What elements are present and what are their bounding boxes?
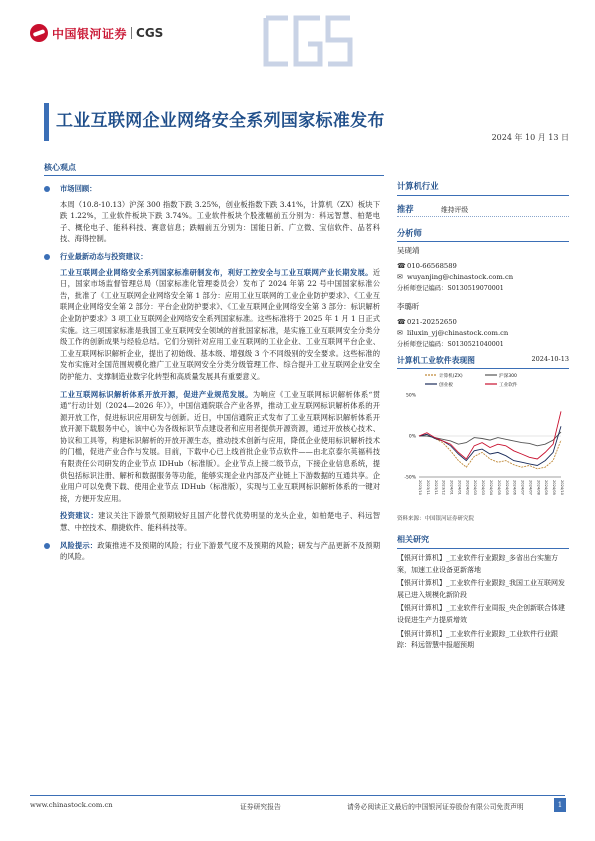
analyst-heading: 分析师	[397, 227, 569, 242]
logo-icon	[30, 24, 48, 42]
x-tick-label: 2024/10	[560, 480, 564, 495]
core-views-label: 核心观点	[44, 163, 76, 172]
market-review-title: 市场回顾：	[60, 184, 97, 193]
performance-chart	[397, 355, 569, 522]
x-tick-label: 2024/05	[496, 480, 501, 495]
title-accent-bar	[44, 103, 49, 141]
analyst-card	[397, 245, 569, 293]
chart-source: 资料来源：中国银河证券研究院	[397, 516, 475, 522]
market-review-text: 本周（10.8-10.13）沪深 300 指数下跌 3.25%，创业板指数下跌 3.41%，计算机（ZX）板块下跌 1.22%，工业软件板块下跌 3.74%。工业软件板块个股涨幅前五分别为：科远智慧、柏楚电子、概伦电子、能科科技、赛意信息；跌幅前五分别为：国能日新、广立微、宝信软件、品茗科技、海得控制。	[60, 199, 380, 244]
related-research-heading: 相关研究	[397, 534, 569, 549]
investment-advice	[44, 510, 380, 533]
email-address: liluxin_yj@chinastock.com.cn	[407, 328, 509, 337]
legend-label: 工业软件	[499, 383, 518, 388]
series-line	[419, 411, 561, 459]
series-line	[419, 426, 561, 465]
rating-value: 维持评级	[441, 205, 469, 214]
footer-report-type: 证券研究报告	[240, 803, 281, 811]
phone-number: 010-66568589	[407, 261, 457, 270]
analyst-name: 李璐昕	[397, 302, 420, 311]
x-tick-label: 2024/03	[481, 480, 486, 495]
bullet-icon	[44, 254, 50, 260]
x-tick-label: 2024/08	[536, 480, 541, 495]
x-tick-label: 2023/11	[433, 480, 438, 495]
x-tick-label: 2024/01	[449, 480, 454, 495]
analyst-registration: 分析师登记编码：S0130521040001	[397, 341, 504, 348]
analyst-name: 吴砚靖	[397, 246, 420, 255]
x-tick-label: 2023/10	[418, 480, 422, 495]
x-tick-label: 2024/03	[473, 480, 478, 495]
industry-title: 行业最新动态与投资建议：	[60, 251, 148, 261]
analyst-registration: 分析师登记编码：S0130519070001	[397, 285, 504, 292]
report-date: 2024 年 10 月 13 日	[491, 133, 569, 142]
x-tick-label: 2024/02	[465, 480, 470, 495]
footer-divider	[30, 795, 565, 796]
phone-icon: ☎	[397, 261, 406, 270]
company-logo	[30, 22, 190, 44]
related-research-item[interactable]: 【银河计算机】_工业软件行业跟踪_我国工业互联网发展已进入规模化新阶段	[397, 579, 565, 599]
industry-paragraph-2	[44, 389, 380, 505]
legend-label: 计算机(ZX)	[439, 374, 463, 379]
series-line	[419, 432, 561, 446]
related-research-item[interactable]: 【银河计算机】_工业软件行业跟踪_多省出台实施方案，加速工业设备更新落地	[397, 554, 558, 574]
rating-row	[397, 201, 569, 217]
x-tick-label: 2024/07	[520, 480, 525, 495]
industry-heading	[44, 251, 380, 263]
y-tick-label: -50%	[404, 475, 416, 481]
performance-chart-svg	[397, 369, 569, 511]
paragraph-1-body: 近日，国家市场监督管理总局（国家标准化管理委员会）发布了 2024 年第 22 号中国国家标准公告，批准了《工业互联网企业网络安全第 1 部分：应用工业互联网的工业企业防护要求》、《工业互联网企业网络安全第 2 部分：平台企业防护要求》、《工业互联网企业网络安全第 3 部分：标识解析企业防护要求》3 项工业互联网企业网络安全系列国家标准。这些标准将于 2025 年 1 月 1 日正式实施。这三项国家标准是我国工业互联网安全领域的首批国家标准，是实施工业互联网安全分类分级工作的创新成果与经验总结。它们分别针对应用工业互联网的工业企业、工业互联网平台企业、工业互联网标识解析企业，提出了初始级、基本级、增强级 3 个不同级别的安全要求。这些标准的发布实施对全国范围规模化推广工业互联网安全分类分级管理工作、综合提升工业互联网企业安全防护能力、支撑制造业数字化转型和高质量发展具有重要意义。	[60, 267, 380, 381]
sidebar	[397, 180, 569, 654]
phone-icon: ☎	[397, 317, 406, 326]
market-review-heading	[44, 183, 380, 195]
legend-label: 创业板	[439, 383, 453, 388]
analyst-phone	[397, 316, 569, 327]
footer-disclaimer: 请务必阅读正文最后的中国银河证券股份有限公司免责声明	[347, 803, 524, 811]
industry-paragraph-1	[44, 267, 380, 383]
legend-label: 沪深300	[499, 374, 517, 379]
logo-divider	[131, 27, 132, 39]
risk-title: 风险提示：	[60, 540, 98, 550]
y-tick-label: 50%	[405, 393, 416, 399]
bullet-icon	[44, 186, 50, 192]
cgs-watermark	[258, 6, 358, 76]
report-title: 工业互联网企业网络安全系列国家标准发布	[56, 111, 385, 131]
main-content	[44, 183, 380, 567]
analyst-email[interactable]	[397, 327, 569, 338]
logo-cgs: CGS	[136, 26, 164, 40]
core-divider	[44, 175, 384, 176]
x-tick-label: 2024/07	[528, 480, 533, 495]
x-tick-label: 2023/12	[441, 480, 446, 495]
chart-title: 计算机工业软件表现图	[397, 356, 475, 365]
paragraph-2-body: 为响应《工业互联网标识解析体系“贯通”行动计划（2024—2026 年）》，中国信通院联合产业各界，推动工业互联网标识解析体系的开源开放工作，促进标识应用研发与创新。近日，中国信通院正式发布了工业互联网标识解析体系开放开源下载服务中心，该中心为各级标识节点建设者和应用者提供开源资源，通过开放核心技术、协议和工具等，构建标识解析的开放开源生态，推动技术创新与应用，降低企业使用标识解析技术的门槛，促进产业合作与发展。目前，下载中心已上线首批企业节点软件——由北京泰尔英福科技有限责任公司研发的企业节点 IDHub（标准版）。企业节点上接二级节点，下接企业信息系统，提供包括标识注册、解析和数据服务等功能，能够实现企业内部及产业链上下游数据的互通共享。企业用户可以免费下载、使用企业节点 IDHub（标准版），实现与工业互联网标识解析体系的一键对接，方便开发应用。	[60, 389, 380, 503]
investment-advice-lead: 投资建议：	[60, 511, 99, 521]
page-number: 1	[554, 798, 566, 812]
logo-text: 中国银河证券	[52, 26, 128, 41]
x-tick-label: 2023/11	[425, 480, 430, 495]
rating-label: 推荐	[397, 203, 414, 214]
related-research-item[interactable]: 【银河计算机】_工业软件行业跟踪_工业软件行业跟踪：科远智慧中报超预期	[397, 629, 558, 650]
analyst-email[interactable]	[397, 271, 569, 282]
x-tick-label: 2024/06	[512, 480, 517, 495]
analyst-card	[397, 301, 569, 349]
footer-website-link[interactable]: www.chinastock.com.cn	[30, 801, 113, 809]
risk-text-wrap	[60, 540, 380, 563]
paragraph-2-lead: 工业互联网标识解析体系开放开源，促进产业规范发展。	[60, 389, 253, 399]
analyst-phone	[397, 260, 569, 271]
related-research-item[interactable]: 【银河计算机】_工业软件行业周报_央企创新联合体建设促进生产力提质增效	[397, 604, 565, 624]
chart-date: 2024-10-13	[531, 355, 569, 363]
investment-advice-body: 建议关注下游景气预期较好且国产化替代优势明显的龙头企业，如柏楚电子、科远智慧、中控技术、鼎捷软件、能科科技等。	[60, 511, 381, 533]
chart-header	[397, 355, 569, 369]
x-tick-label: 2024/01	[457, 480, 462, 495]
mail-icon: ✉	[397, 328, 403, 337]
phone-number: 021-20252650	[407, 317, 457, 326]
x-tick-label: 2024/04	[489, 480, 493, 495]
paragraph-1-lead: 工业互联网企业网络安全系列国家标准研制发布，利好工控安全与工业互联网产业长期发展。	[60, 267, 373, 277]
x-tick-label: 2024/09	[552, 480, 557, 495]
bullet-icon	[44, 543, 50, 549]
email-address: wuyanjing@chinastock.com.cn	[407, 272, 514, 281]
x-tick-label: 2024/09	[544, 480, 549, 495]
x-tick-label: 2024/05	[504, 480, 509, 495]
risk-body: 政策推进不及预期的风险；行业下游景气度不及预期的风险；研发与产品更新不及预期的风险。	[60, 540, 381, 562]
risk-paragraph	[44, 540, 380, 563]
mail-icon: ✉	[397, 272, 403, 281]
industry-name: 计算机行业	[397, 180, 569, 196]
y-tick-label: 0%	[408, 434, 416, 440]
